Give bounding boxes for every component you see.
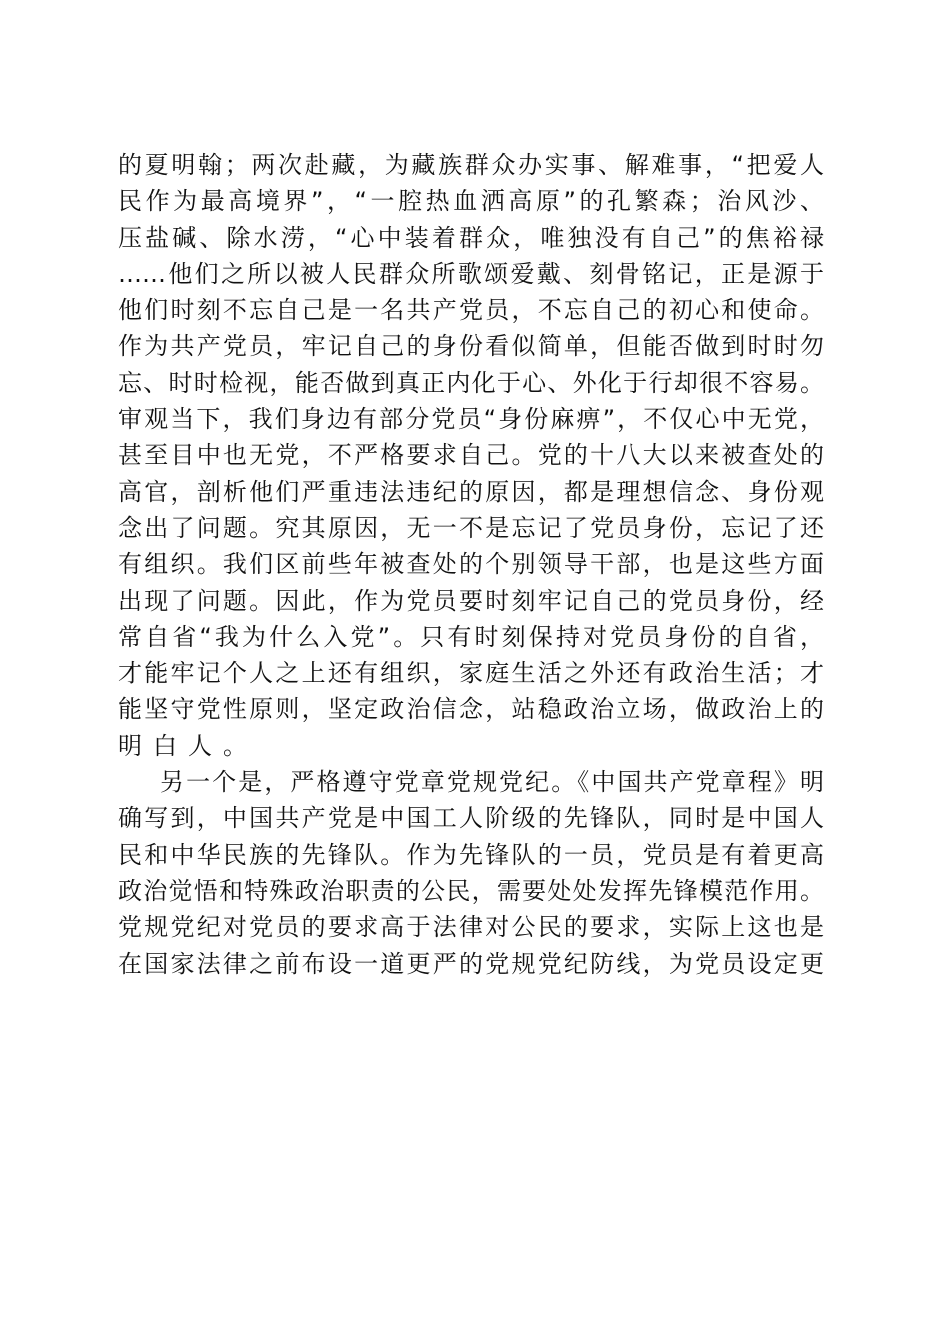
text-line: 甚至目中也无党，不严格要求自己。党的十八大以来被查处的 xyxy=(118,441,824,470)
text-line: 忘、时时检视，能否做到真正内化于心、外化于行却很不容易。 xyxy=(118,368,824,397)
text-line: 的夏明翰；两次赴藏，为藏族群众办实事、解难事，“把爱人 xyxy=(118,151,824,179)
text-line: 他们时刻不忘自己是一名共产党员，不忘自己的初心和使命。 xyxy=(118,296,824,325)
text-line: 能坚守党性原则，坚定政治信念，站稳政治立场，做政治上的 xyxy=(118,695,824,724)
text-line: 出现了问题。因此，作为党员要时刻牢记自己的党员身份，经 xyxy=(118,586,824,615)
text-line: 确写到，中国共产党是中国工人阶级的先锋队，同时是中国人 xyxy=(118,804,824,833)
text-line: 审观当下，我们身边有部分党员“身份麻痹”，不仅心中无党， xyxy=(118,405,824,434)
text-line: 作为共产党员，牢记自己的身份看似简单，但能否做到时时勿 xyxy=(118,332,824,361)
text-line: 压盐碱、除水涝，“心中装着群众，唯独没有自己”的焦裕禄 xyxy=(118,223,824,252)
text-line: 才能牢记个人之上还有组织，家庭生活之外还有政治生活；才 xyxy=(118,659,824,688)
paragraph-2 xyxy=(118,764,824,982)
text-line: 明白人。 xyxy=(118,731,258,760)
text-line: 政治觉悟和特殊政治职责的公民，需要处处发挥先锋模范作用。 xyxy=(118,876,824,905)
text-line: 在国家法律之前布设一道更严的党规党纪防线，为党员设定更 xyxy=(118,949,824,978)
text-line: 有组织。我们区前些年被查处的个别领导干部，也是这些方面 xyxy=(118,550,824,579)
text-line: 常自省“我为什么入党”。只有时刻保持对党员身份的自省， xyxy=(118,622,824,651)
text-line: 民和中华民族的先锋队。作为先锋队的一员，党员是有着更高 xyxy=(118,840,824,869)
text-line: 党规党纪对党员的要求高于法律对公民的要求，实际上这也是 xyxy=(118,913,824,942)
text-line: ……他们之所以被人民群众所歌颂爱戴、刻骨铭记，正是源于 xyxy=(118,259,824,288)
text-line: 民作为最高境界”，“一腔热血洒高原”的孔繁森；治风沙、 xyxy=(118,187,824,216)
text-line: 念出了问题。究其原因，无一不是忘记了党员身份，忘记了还 xyxy=(118,513,824,542)
paragraph-1 xyxy=(118,147,824,764)
document-page xyxy=(118,147,824,982)
text-line: 另一个是，严格遵守党章党规党纪。《中国共产党章程》明 xyxy=(160,768,824,797)
text-line: 高官，剖析他们严重违法违纪的原因，都是理想信念、身份观 xyxy=(118,477,824,506)
